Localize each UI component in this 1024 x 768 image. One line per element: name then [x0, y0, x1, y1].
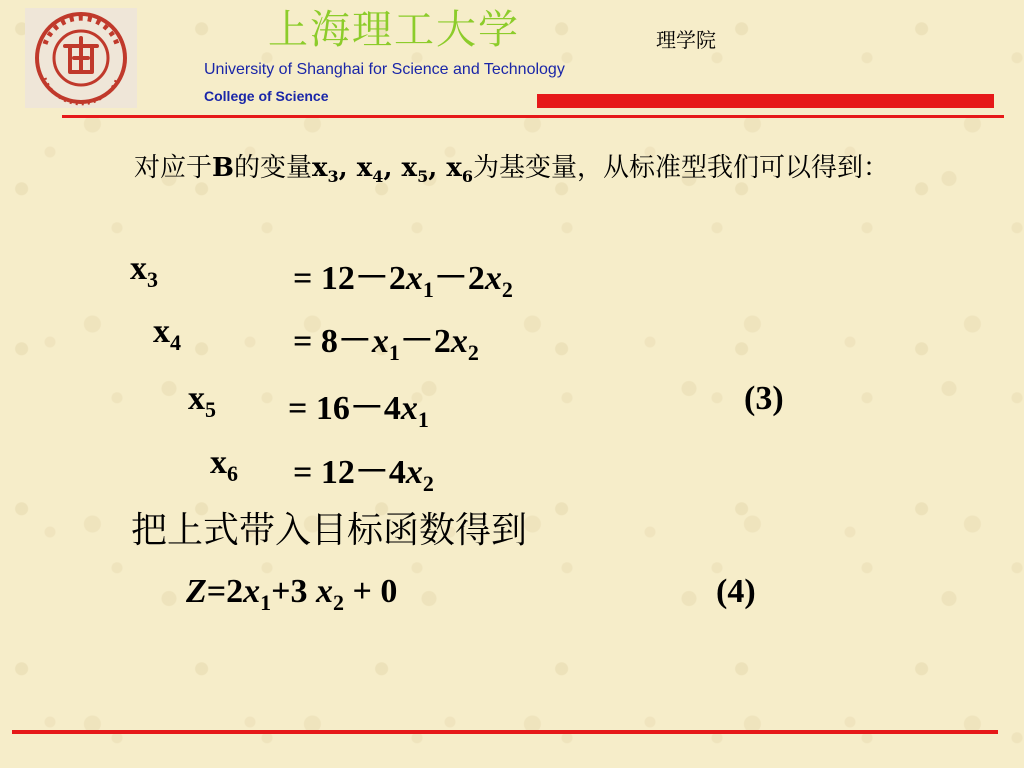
objective-x2-sub: 2: [333, 590, 345, 615]
intro-sub-4: 4: [372, 167, 384, 187]
intro-text-2: 的变量: [234, 153, 313, 183]
equation-1-variable: [130, 250, 158, 293]
eq4-term1: x: [405, 454, 423, 491]
equation-label-3: (3): [744, 380, 784, 417]
eq2-term2: x: [450, 323, 468, 360]
eq4-var-sub: 6: [227, 461, 238, 486]
eq4-const: = 12: [293, 454, 355, 491]
intro-x-letter: x: [312, 153, 328, 183]
eq2-var-letter: x: [153, 313, 170, 350]
intro-sub-3: 3: [327, 167, 339, 187]
objective-function: [186, 573, 397, 616]
university-name-english: University of Shanghai for Science and Technology: [204, 61, 565, 78]
intro-var-x3: [312, 153, 473, 187]
equation-label-4: (4): [716, 573, 756, 610]
seal-graphic: [25, 8, 137, 108]
objective-eq-coef1: =2: [206, 573, 244, 610]
eq1-term1-sub: 1: [422, 277, 434, 302]
objective-coef2: +3: [271, 573, 317, 610]
eq1-var-sub: 3: [147, 267, 158, 292]
eq2-term1-sub: 1: [388, 340, 400, 365]
intro-sep: ,: [383, 153, 402, 183]
eq1-var-letter: x: [130, 250, 147, 287]
intro-x-letter: x: [356, 153, 373, 183]
eq2-op1: －: [337, 323, 372, 360]
intro-text-1: 对应于: [134, 153, 213, 183]
eq4-op1: －4: [354, 454, 406, 491]
eq1-op2: －2: [433, 260, 485, 297]
header-divider-line: [62, 115, 1004, 118]
college-name-english: College of Science: [204, 88, 329, 104]
equation-2-rhs: [293, 313, 479, 366]
eq2-term2-sub: 2: [467, 340, 479, 365]
objective-z: Z: [186, 573, 207, 610]
intro-sub-5: 5: [417, 167, 429, 187]
eq2-term1: x: [371, 323, 389, 360]
eq1-term2: x: [484, 260, 502, 297]
eq1-term1: x: [405, 260, 423, 297]
eq1-const: = 12: [293, 260, 355, 297]
eq4-var-letter: x: [210, 444, 227, 481]
eq1-op1: －2: [354, 260, 406, 297]
equation-3-variable: [188, 380, 216, 423]
eq3-const: = 16: [288, 390, 350, 427]
intro-x-letter: x: [401, 153, 418, 183]
eq2-var-sub: 4: [170, 330, 181, 355]
equation-4-variable: [210, 444, 238, 487]
objective-tail: + 0: [344, 573, 398, 610]
header-red-bar: [537, 94, 994, 108]
equation-2-variable: [153, 313, 181, 356]
intro-x-letter: x: [446, 153, 462, 183]
equation-3-rhs: [288, 380, 429, 433]
eq4-term1-sub: 2: [422, 471, 434, 496]
intro-text-3: 为基变量，从标准型我们可以得到：: [472, 153, 889, 183]
eq2-op2: －2: [399, 323, 451, 360]
eq3-term1: x: [400, 390, 418, 427]
objective-x1-sub: 1: [260, 590, 272, 615]
objective-x1-letter: x: [243, 573, 261, 610]
footer-divider-line: [12, 730, 998, 734]
university-seal-logo: [25, 8, 137, 108]
university-name-chinese: 上海理工大学: [268, 7, 520, 53]
objective-x2-letter: x: [316, 573, 334, 610]
eq3-term1-sub: 1: [417, 407, 429, 432]
equation-1-rhs: [293, 250, 513, 303]
intro-sub-6: 6: [461, 167, 473, 187]
intro-matrix-b: B: [212, 153, 234, 183]
intro-sep: ,: [338, 153, 357, 183]
eq1-term2-sub: 2: [501, 277, 513, 302]
eq3-var-sub: 5: [205, 397, 216, 422]
equation-4-rhs: [293, 444, 434, 497]
intro-sep: ,: [428, 153, 447, 183]
college-name-chinese: 理学院: [656, 28, 716, 52]
intro-paragraph: [134, 148, 954, 197]
eq3-op1: －4: [349, 390, 401, 427]
substitution-sentence: 把上式带入目标函数得到: [131, 510, 528, 551]
eq3-var-letter: x: [188, 380, 205, 417]
eq2-const: = 8: [293, 323, 338, 360]
